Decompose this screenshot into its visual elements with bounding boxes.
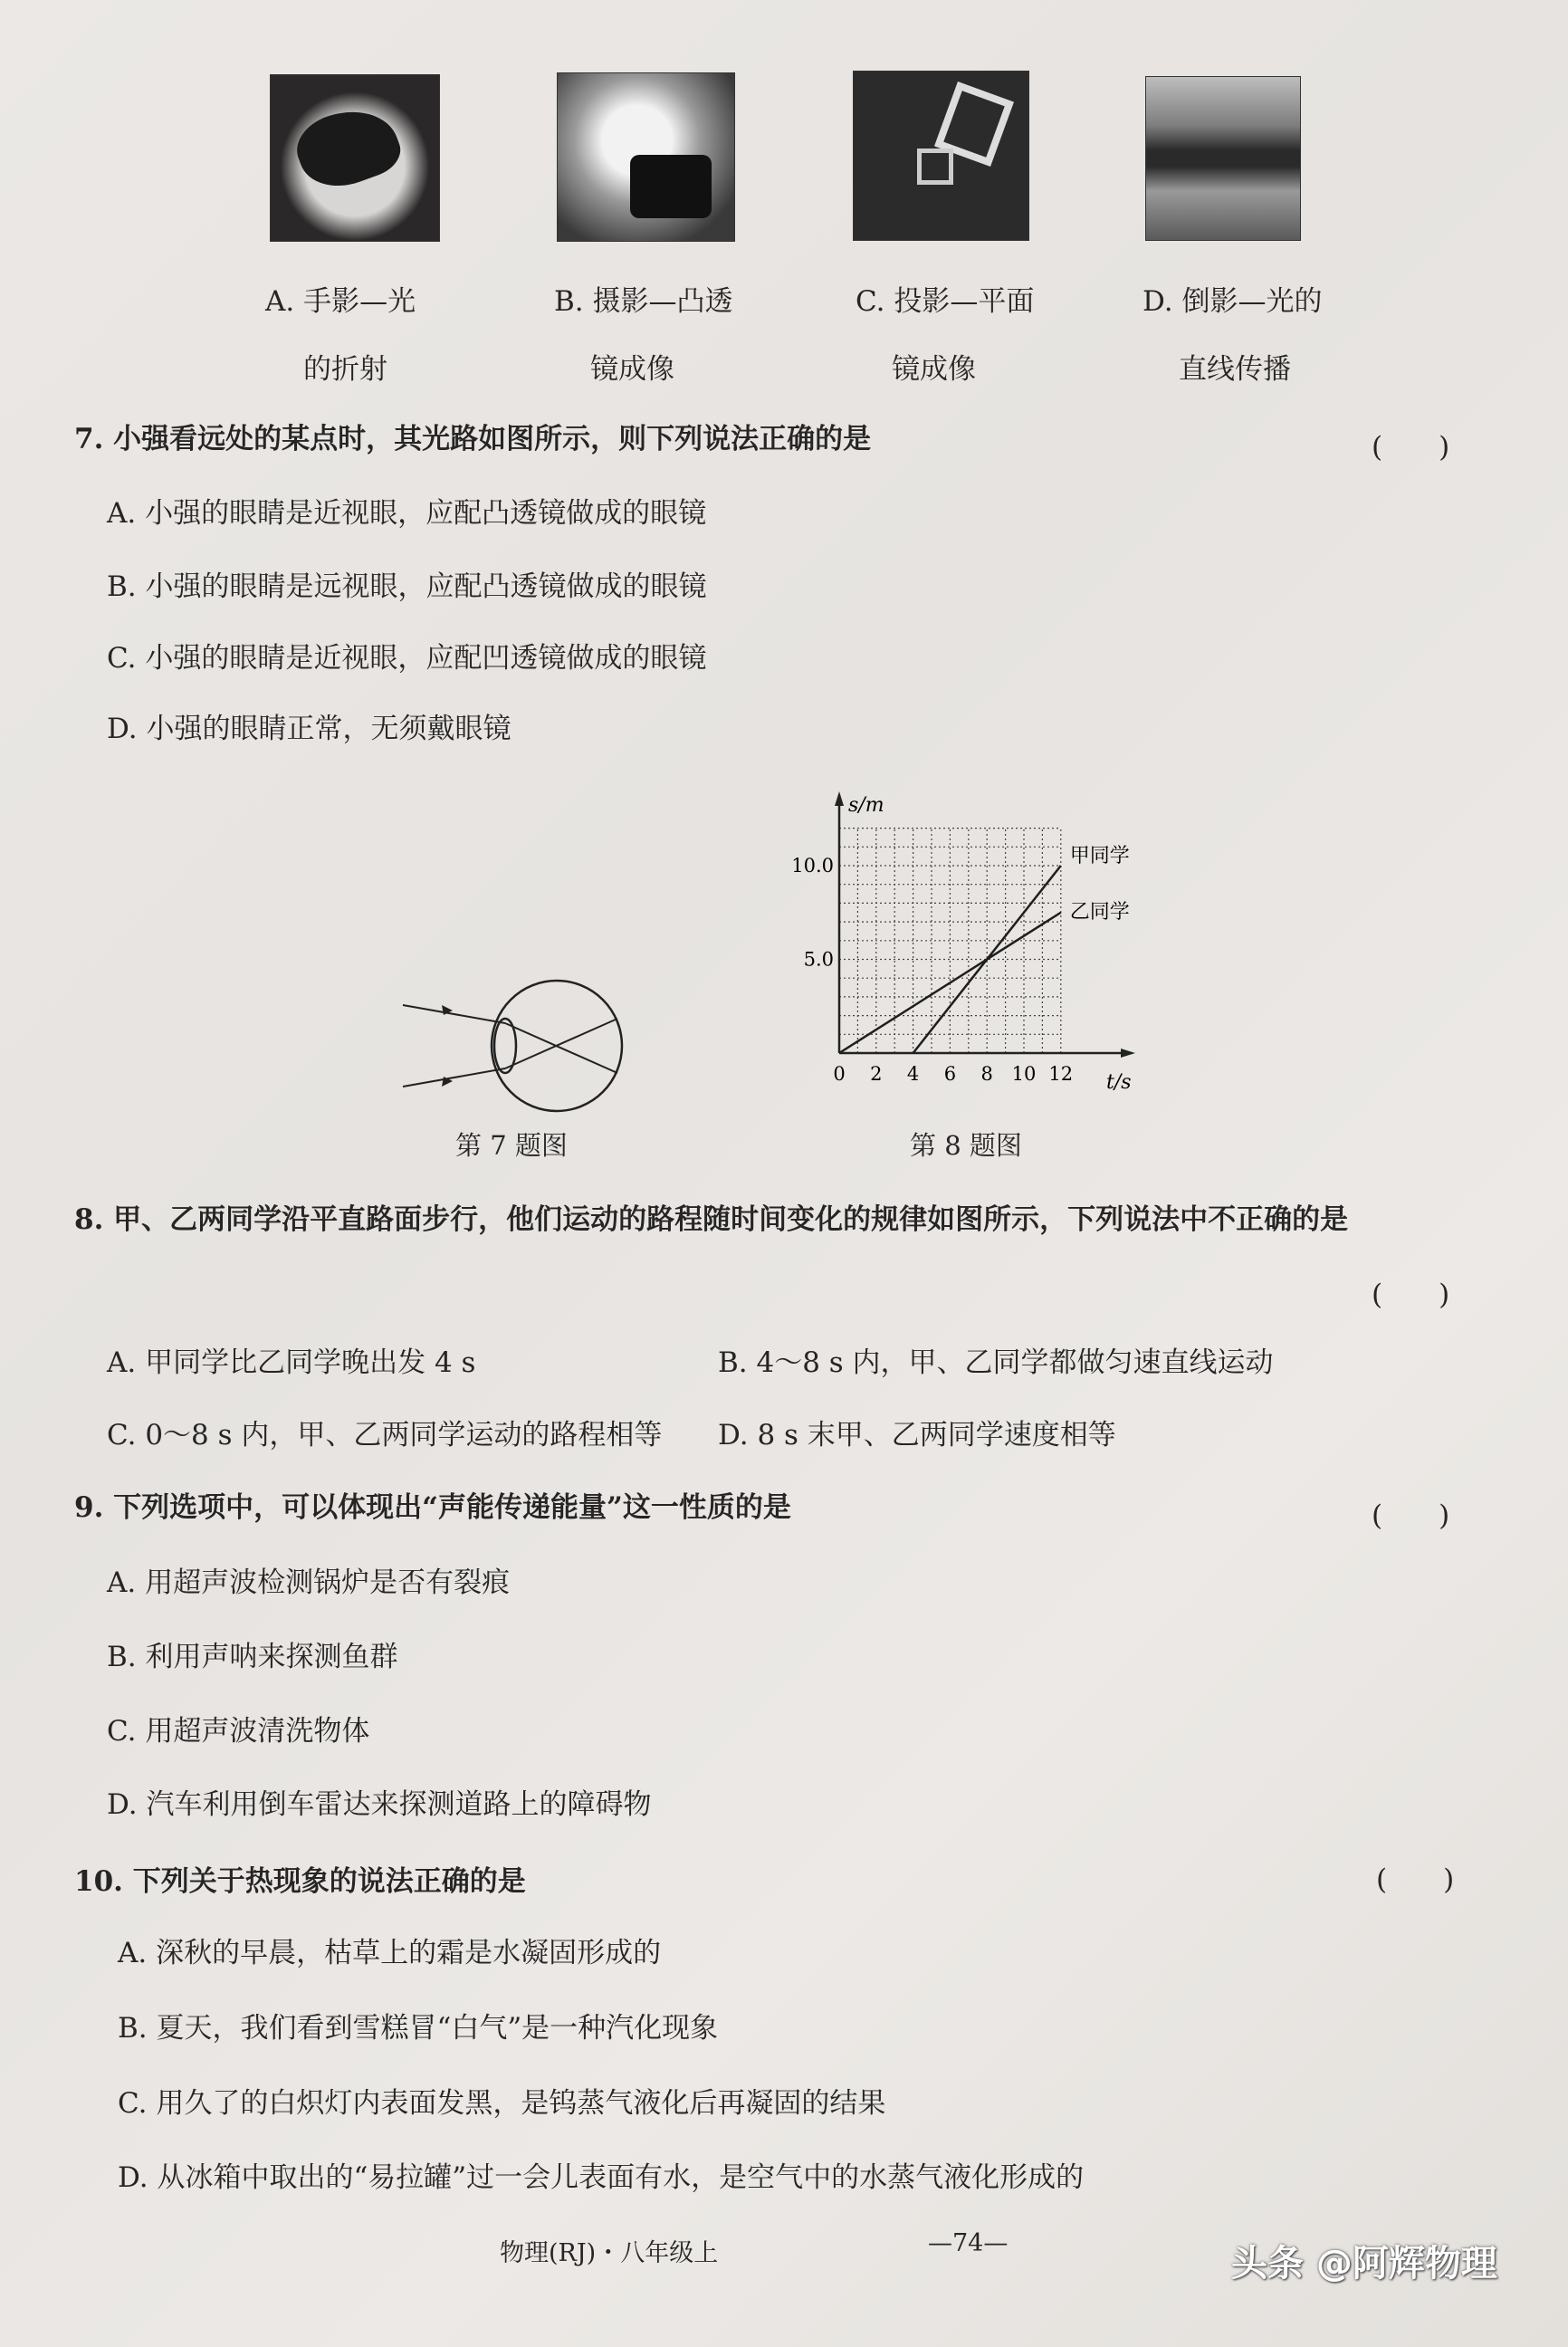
s-t-chart: [770, 779, 1177, 1105]
q10-answer-blank[interactable]: ( ): [1376, 1863, 1455, 1896]
series-label-yi: 乙同学: [1069, 900, 1130, 924]
q6-option-d-line2: 直线传播: [1179, 353, 1291, 386]
q6-option-c-line1: C. 投影—平面: [856, 285, 1035, 318]
q8-answer-blank[interactable]: ( ): [1372, 1279, 1450, 1311]
x-tick-label: 6: [943, 1063, 957, 1085]
fig8-caption: 第 8 题图: [910, 1130, 1022, 1161]
x-axis-label: t/s: [1106, 1071, 1132, 1094]
footer-book-title: 物理(RJ)・八年级上: [500, 2239, 719, 2267]
q10-option-b: B. 夏天，我们看到雪糕冒“白气”是一种汽化现象: [118, 2012, 719, 2045]
x-axis-arrow: [1121, 1049, 1135, 1058]
q8-option-a: A. 甲同学比乙同学晚出发 4 s: [107, 1346, 476, 1379]
watermark: 头条 @阿辉物理: [1231, 2243, 1497, 2285]
q10-stem: 10. 下列关于热现象的说法正确的是: [74, 1865, 526, 1898]
x-tick-label: 8: [980, 1063, 993, 1085]
q9-option-a: A. 用超声波检测锅炉是否有裂痕: [107, 1566, 511, 1599]
series-label-jia: 甲同学: [1069, 845, 1130, 867]
page-number: —74—: [928, 2229, 1009, 2257]
q6-option-b-line2: 镜成像: [590, 353, 674, 386]
q8-option-d: D. 8 s 末甲、乙两同学速度相等: [718, 1419, 1116, 1451]
q7-option-b: B. 小强的眼睛是远视眼，应配凸透镜做成的眼镜: [107, 570, 707, 603]
q7-option-d: D. 小强的眼睛正常，无须戴眼镜: [107, 713, 512, 745]
q6-option-d-line1: D. 倒影—光的: [1143, 285, 1323, 318]
photo-camera-sun: [557, 72, 735, 242]
q8-option-c: C. 0～8 s 内，甲、乙两同学运动的路程相等: [107, 1419, 663, 1451]
y-tick-label: 10.0: [791, 855, 834, 877]
photo-hand-shadow: [270, 74, 440, 242]
q8-stem: 8. 甲、乙两同学沿平直路面步行，他们运动的路程随时间变化的规律如图所示，下列说法中不正确的是: [74, 1203, 1349, 1236]
q10-option-d: D. 从冰箱中取出的“易拉罐”过一会儿表面有水，是空气中的水蒸气液化形成的: [118, 2161, 1085, 2194]
q7-option-c: C. 小强的眼睛是近视眼，应配凹透镜做成的眼镜: [107, 642, 707, 675]
fig7-caption: 第 7 题图: [455, 1130, 568, 1161]
x-tick-label: 4: [906, 1063, 920, 1085]
q6-option-a-line2: 的折射: [303, 353, 387, 386]
y-axis-arrow: [835, 791, 844, 806]
q7-stem: 7. 小强看远处的某点时，其光路如图所示，则下列说法正确的是: [74, 423, 872, 455]
photo-reflection: [1145, 76, 1301, 241]
q9-answer-blank[interactable]: ( ): [1372, 1499, 1450, 1532]
q7-answer-blank[interactable]: ( ): [1372, 431, 1450, 464]
q10-option-c: C. 用久了的白炽灯内表面发黑，是钨蒸气液化后再凝固的结果: [118, 2087, 886, 2120]
x-tick-label: 2: [870, 1063, 883, 1085]
eye-diagram: [389, 969, 643, 1123]
q9-option-b: B. 利用声呐来探测鱼群: [107, 1641, 398, 1673]
q9-option-c: C. 用超声波清洗物体: [107, 1715, 370, 1748]
q6-option-c-line2: 镜成像: [892, 353, 976, 386]
q7-option-a: A. 小强的眼睛是近视眼，应配凸透镜做成的眼镜: [107, 497, 707, 530]
x-tick-label: 0: [833, 1063, 846, 1085]
q9-stem: 9. 下列选项中，可以体现出“声能传递能量”这一性质的是: [74, 1491, 791, 1524]
q9-option-d: D. 汽车利用倒车雷达来探测道路上的障碍物: [107, 1788, 652, 1821]
q10-option-a: A. 深秋的早晨，枯草上的霜是水凝固形成的: [118, 1937, 662, 1969]
photo-projection: [853, 71, 1029, 241]
y-axis-label: s/m: [848, 794, 884, 817]
y-tick-label: 5.0: [803, 948, 834, 971]
x-tick-label: 12: [1048, 1063, 1074, 1085]
x-tick-label: 10: [1011, 1063, 1037, 1085]
q8-option-b: B. 4～8 s 内，甲、乙同学都做匀速直线运动: [718, 1346, 1274, 1379]
q6-option-b-line1: B. 摄影—凸透: [554, 285, 733, 318]
q6-option-a-line1: A. 手影—光: [265, 285, 416, 318]
